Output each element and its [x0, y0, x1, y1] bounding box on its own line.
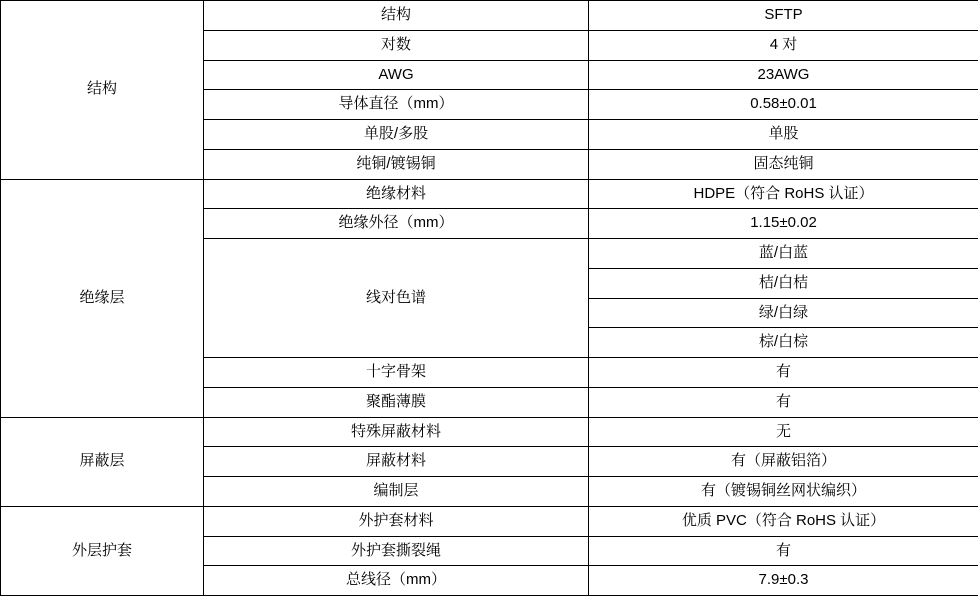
group-label-cell: 绝缘层: [1, 179, 204, 417]
item-label-cell: 单股/多股: [204, 120, 589, 150]
item-value-cell: 有（屏蔽铝箔）: [589, 447, 978, 477]
item-label-cell: 编制层: [204, 477, 589, 507]
item-value-cell: 0.58±0.01: [589, 90, 978, 120]
item-value-cell: 1.15±0.02: [589, 209, 978, 239]
item-value-cell: 单股: [589, 120, 978, 150]
item-label-cell: 外护套材料: [204, 506, 589, 536]
item-label-cell: 线对色谱: [204, 239, 589, 358]
item-label-cell: 对数: [204, 30, 589, 60]
item-label-cell: 外护套撕裂绳: [204, 536, 589, 566]
item-value-cell: 有: [589, 387, 978, 417]
item-label-cell: 十字骨架: [204, 358, 589, 388]
item-value-cell: 蓝/白蓝: [589, 239, 978, 269]
item-value-cell: 棕/白棕: [589, 328, 978, 358]
item-value-cell: 固态纯铜: [589, 149, 978, 179]
group-label-cell: 屏蔽层: [1, 417, 204, 506]
item-value-cell: 有（镀锡铜丝网状编织）: [589, 477, 978, 507]
item-label-cell: 纯铜/镀锡铜: [204, 149, 589, 179]
item-value-cell: 有: [589, 536, 978, 566]
item-label-cell: 总线径（mm）: [204, 566, 589, 596]
group-label-cell: 外层护套: [1, 506, 204, 595]
item-label-cell: AWG: [204, 60, 589, 90]
item-label-cell: 绝缘材料: [204, 179, 589, 209]
item-value-cell: 优质 PVC（符合 RoHS 认证）: [589, 506, 978, 536]
item-value-cell: SFTP: [589, 1, 978, 31]
table-row: [1, 506, 978, 536]
item-label-cell: 结构: [204, 1, 589, 31]
item-label-cell: 特殊屏蔽材料: [204, 417, 589, 447]
item-value-cell: 桔/白桔: [589, 268, 978, 298]
item-label-cell: 聚酯薄膜: [204, 387, 589, 417]
specification-table-body: [1, 1, 978, 596]
table-row: [1, 179, 978, 209]
item-value-cell: HDPE（符合 RoHS 认证）: [589, 179, 978, 209]
item-value-cell: 23AWG: [589, 60, 978, 90]
table-row: [1, 1, 978, 31]
item-value-cell: 绿/白绿: [589, 298, 978, 328]
item-label-cell: 导体直径（mm）: [204, 90, 589, 120]
item-value-cell: 7.9±0.3: [589, 566, 978, 596]
table-row: [1, 417, 978, 447]
item-value-cell: 有: [589, 358, 978, 388]
item-label-cell: 屏蔽材料: [204, 447, 589, 477]
item-value-cell: 无: [589, 417, 978, 447]
item-value-cell: 4 对: [589, 30, 978, 60]
item-label-cell: 绝缘外径（mm）: [204, 209, 589, 239]
group-label-cell: 结构: [1, 1, 204, 180]
